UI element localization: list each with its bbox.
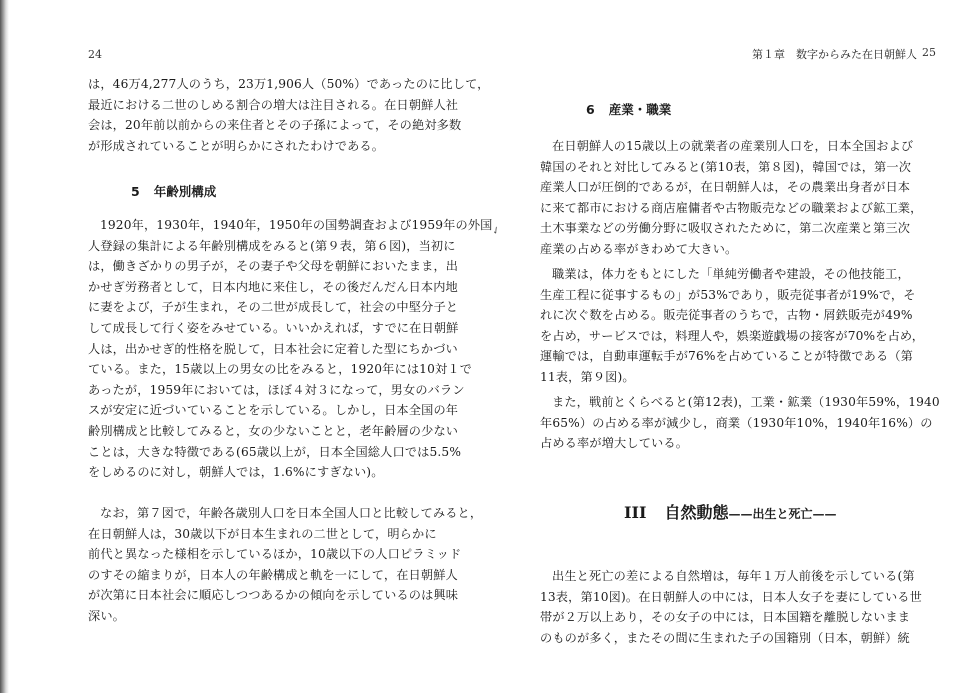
text-line: 齢別構成と比較してみると，女の少ないことと，老年齢層の少ない — [88, 423, 459, 438]
text-line: ことは，大きな特徴である(65歳以上が，日本全国総人口では5.5% — [88, 444, 462, 459]
text-line: 土木事業などの労働分野に吸収されたために，第二次産業と第三次 — [540, 221, 911, 236]
text-line: を占め，サービスでは，料理人や，娯楽遊戯場の接客が70%を占め， — [540, 328, 925, 343]
right-paragraph-3 — [540, 392, 938, 454]
text-line: かせぎ労務者として，日本内地に来住し，その後だんだん日本内地 — [88, 279, 458, 294]
section-title: 産業・職業 — [608, 102, 672, 117]
text-line: は，働きざかりの男子が，その妻子や父母を朝鮮においたまま，出 — [88, 259, 459, 274]
text-line: 産業の占める率がきわめて大きい。 — [540, 241, 738, 256]
section-5-heading — [131, 182, 216, 200]
text-line: 生産工程に従事するもの」が53%であり，販売従事者が19%で，そ — [540, 287, 916, 302]
text-line: 13表，第10図)。在日朝鮮人の中には，日本人女子を妻にしている世 — [540, 589, 922, 604]
section-6-heading — [586, 100, 671, 118]
left-paragraph-2 — [88, 215, 493, 483]
text-line: 在日朝鮮人は，30歳以下が日本生まれの二世として，明らかに — [88, 526, 437, 541]
right-page — [490, 0, 980, 693]
text-line: が形成されていることが明らかにされたわけである。 — [88, 138, 385, 153]
text-line: 帯が２万以上あり，その女子の中には，日本国籍を離脱しないまま — [540, 610, 911, 625]
chapter-number: III — [624, 503, 647, 522]
text-line: スが安定に近づいていることを示している。しかし，日本全国の年 — [88, 403, 459, 418]
text-line: 深い。 — [88, 608, 126, 623]
text-line: 会は，20年前以前からの来住者とその子孫によって，その絶対多数 — [88, 118, 462, 133]
section-number: 5 — [131, 184, 140, 199]
chapter-subtitle: ——出生と死亡—— — [728, 507, 837, 521]
text-line: 11表，第９図)。 — [540, 369, 635, 384]
text-line: のものが多く，またその間に生まれた子の国籍別（日本，朝鮮）統 — [540, 630, 910, 645]
page-number-right: 25 — [922, 46, 936, 59]
text-line: 在日朝鮮人の15歳以上の就業者の産業別人口を，日本全国および — [552, 139, 914, 153]
text-line: 職業は，体力をもとにした「単純労働者や建設，その他技能工， — [552, 267, 910, 281]
text-line: 産業人口が圧倒的であるが，在日朝鮮人は，その農業出身者が日本 — [540, 180, 911, 195]
left-paragraph-3 — [88, 503, 486, 627]
text-line: が次第に日本社会に順応しつつあるかの傾向を示しているのは興味 — [88, 588, 459, 603]
page-number-left: 24 — [88, 48, 102, 61]
text-line: に来て都市における商店雇傭者や古物販売などの職業および鉱工業， — [540, 200, 923, 215]
text-line: れに次ぐ数を占める。販売従事者のうちで，古物・屑鉄販売が49% — [540, 308, 913, 323]
text-line: 運輸では，自動車運転手が76%を占めていることが特徴である（第 — [540, 349, 913, 364]
text-line: 占める率が増大している。 — [540, 436, 689, 451]
text-line: ている。また，15歳以上の男女の比をみると，1920年には10対１で — [88, 362, 473, 377]
chapter-3-heading — [624, 500, 836, 523]
text-line: 出生と死亡の差による自然増は，毎年１万人前後を示している(第 — [552, 569, 915, 583]
running-header: 第１章 数字からみた在日朝鮮人 — [752, 48, 917, 61]
right-paragraph-2 — [540, 264, 938, 388]
text-line: は，46万4,277人のうち，23万1,906人（50%）であったのに比して， — [88, 77, 490, 91]
text-line: して成長して行く姿をみせている。いいかえれば，すでに在日朝鮮 — [88, 320, 459, 335]
text-line: をしめるのに対し，朝鮮人では，1.6%にすぎない)。 — [88, 465, 384, 480]
text-line: また，戦前とくらべると(第12表)，工業・鉱業（1930年59%，1940 — [552, 395, 940, 409]
section-number: 6 — [586, 102, 595, 117]
right-paragraph-4 — [540, 566, 938, 648]
text-line: のすその縮まりが，日本人の年齢構成と軌を一にして，在日朝鮮人 — [88, 567, 458, 582]
text-line: 1920年，1930年，1940年，1950年の国勢調査および1959年の外国 — [100, 218, 493, 232]
text-line: に妻をよび，子が生まれ，その二世が成長して，社会の中堅分子と — [88, 300, 459, 315]
text-line: 人は，出かせぎ的性格を脱して，日本社会に定着した型にちかづい — [88, 341, 458, 356]
gutter-pencil-mark: ✓ — [490, 224, 503, 238]
chapter-title: 自然動態 — [664, 503, 729, 522]
right-paragraph-1 — [540, 136, 938, 260]
left-paragraph-1 — [88, 74, 490, 156]
text-line: 年65%）の占める率が減少し，商業（1930年10%，1940年16%）の — [540, 415, 933, 430]
text-line: 前代と異なった様相を示しているほか，10歳以下の人口ピラミッド — [88, 547, 462, 562]
text-line: あったが，1959年においては，ほぼ４対３になって，男女のバラン — [88, 382, 465, 397]
section-title: 年齢別構成 — [153, 184, 217, 199]
text-line: 人登録の集計による年齢別構成をみると(第９表，第６図)，当初に — [88, 238, 456, 253]
text-line: 最近における二世のしめる割合の増大は注目される。在日朝鮮人社 — [88, 97, 459, 112]
text-line: 韓国のそれと対比してみると(第10表，第８図)，韓国では，第一次 — [540, 159, 912, 174]
text-line: なお，第７図で，年齢各歳別人口を日本全国人口と比較してみると， — [100, 506, 483, 520]
